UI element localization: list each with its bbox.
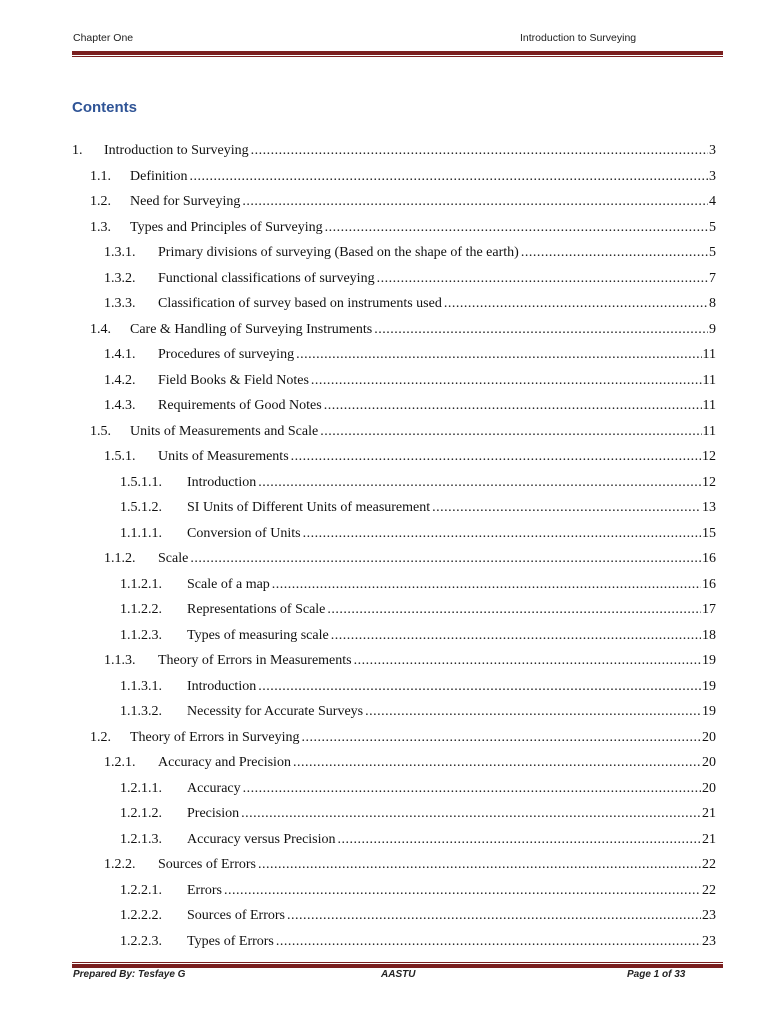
toc-entry-title: Introduction to Surveying bbox=[104, 141, 251, 161]
toc-entry[interactable] bbox=[0, 243, 768, 263]
toc-entry[interactable] bbox=[0, 753, 768, 773]
toc-entry-page: 21 bbox=[702, 806, 716, 821]
toc-entry-page: 12 bbox=[702, 449, 716, 464]
toc-entry-title: Necessity for Accurate Surveys bbox=[187, 702, 365, 722]
toc-leader-dots bbox=[190, 167, 708, 187]
toc-entry[interactable] bbox=[0, 524, 768, 544]
toc-entry-title: Theory of Errors in Surveying bbox=[130, 728, 302, 748]
toc-entry-page: 13 bbox=[702, 500, 716, 515]
toc-entry-number: 1.1. bbox=[90, 168, 111, 184]
toc-entry[interactable] bbox=[0, 498, 768, 518]
toc-entry[interactable] bbox=[0, 575, 768, 595]
toc-entry-number: 1.4.1. bbox=[104, 347, 136, 362]
toc-entry[interactable] bbox=[0, 218, 768, 238]
toc-entry[interactable] bbox=[0, 702, 768, 722]
toc-entry-title: Requirements of Good Notes bbox=[158, 396, 324, 416]
toc-entry-page: 20 bbox=[702, 780, 716, 796]
toc-leader-dots bbox=[242, 192, 708, 212]
toc-entry-title: Representations of Scale bbox=[187, 600, 327, 620]
toc-entry-number: 1. bbox=[72, 143, 83, 158]
toc-entry-page: 20 bbox=[702, 729, 716, 745]
contents-heading: Contents bbox=[72, 99, 137, 116]
toc-leader-dots bbox=[258, 677, 701, 697]
toc-leader-dots bbox=[303, 524, 701, 544]
toc-leader-dots bbox=[224, 881, 701, 901]
toc-entry-page: 22 bbox=[702, 882, 716, 898]
toc-entry-number: 1.1.2. bbox=[104, 551, 136, 566]
toc-entry-title: Conversion of Units bbox=[187, 524, 303, 544]
toc-leader-dots bbox=[190, 549, 701, 569]
toc-entry-number: 1.1.2.3. bbox=[120, 627, 162, 643]
toc-entry-page: 19 bbox=[702, 678, 716, 694]
toc-entry-number: 1.2.2.1. bbox=[120, 882, 162, 898]
footer-rule-thin bbox=[72, 962, 723, 963]
toc-entry[interactable] bbox=[0, 269, 768, 289]
footer-author: Prepared By: Tesfaye G bbox=[73, 969, 186, 980]
toc-entry[interactable] bbox=[0, 830, 768, 850]
toc-entry-number: 1.2.1.1. bbox=[120, 780, 162, 796]
header-rule bbox=[72, 51, 723, 55]
toc-entry-page: 9 bbox=[709, 321, 716, 337]
toc-entry-title: Types of Errors bbox=[187, 932, 276, 952]
toc-leader-dots bbox=[258, 473, 701, 493]
toc-entry-title: Types of measuring scale bbox=[187, 626, 331, 646]
toc-entry[interactable] bbox=[0, 626, 768, 646]
toc-entry-page: 7 bbox=[709, 270, 716, 286]
toc-entry-number: 1.1.3.1. bbox=[120, 678, 162, 694]
toc-entry-title: Sources of Errors bbox=[187, 906, 287, 926]
toc-leader-dots bbox=[293, 753, 701, 773]
toc-leader-dots bbox=[377, 269, 708, 289]
header-rule-thin bbox=[72, 56, 723, 57]
toc-leader-dots bbox=[374, 320, 708, 340]
toc-entry[interactable] bbox=[0, 728, 768, 748]
toc-entry[interactable] bbox=[0, 779, 768, 799]
toc-entry-title: Units of Measurements bbox=[158, 447, 291, 467]
toc-entry-title: Care & Handling of Surveying Instruments bbox=[130, 320, 374, 340]
toc-entry-title: Accuracy and Precision bbox=[158, 753, 293, 773]
header-title: Introduction to Surveying bbox=[520, 32, 637, 44]
toc-leader-dots bbox=[296, 345, 701, 365]
toc-entry-page: 11 bbox=[702, 398, 716, 413]
toc-entry-number: 1.1.3.2. bbox=[120, 704, 162, 719]
toc-entry-number: 1.3.1. bbox=[104, 245, 136, 260]
toc-entry-number: 1.1.3. bbox=[104, 653, 136, 668]
toc-entry-number: 1.2.2. bbox=[104, 857, 136, 872]
header-chapter: Chapter One bbox=[73, 32, 134, 44]
toc-entry-title: Accuracy bbox=[187, 779, 243, 799]
toc-entry-title: Theory of Errors in Measurements bbox=[158, 651, 354, 671]
toc-entry-page: 21 bbox=[702, 831, 716, 847]
toc-entry[interactable] bbox=[0, 906, 768, 926]
toc-entry[interactable] bbox=[0, 473, 768, 493]
toc-leader-dots bbox=[325, 218, 708, 238]
toc-leader-dots bbox=[521, 243, 708, 263]
toc-entry[interactable] bbox=[0, 320, 768, 340]
toc-leader-dots bbox=[432, 498, 701, 518]
toc-entry-title: Scale bbox=[158, 549, 190, 569]
toc-entry-title: Primary divisions of surveying (Based on the shape of the earth) bbox=[158, 243, 521, 263]
toc-entry-number: 1.5.1.2. bbox=[120, 500, 162, 515]
toc-entry[interactable] bbox=[0, 549, 768, 569]
toc-entry-title: Classification of survey based on instruments used bbox=[158, 294, 444, 314]
toc-entry[interactable] bbox=[0, 881, 768, 901]
toc-entry-title: Definition bbox=[130, 167, 190, 187]
toc-entry-title: Introduction bbox=[187, 473, 258, 493]
toc-entry-title: Introduction bbox=[187, 677, 258, 697]
toc-entry[interactable] bbox=[0, 447, 768, 467]
toc-entry-page: 8 bbox=[709, 296, 716, 311]
toc-entry-page: 15 bbox=[702, 525, 716, 541]
toc-entry-page: 3 bbox=[709, 143, 716, 158]
toc-entry[interactable] bbox=[0, 371, 768, 391]
toc-entry-number: 1.5.1. bbox=[104, 449, 136, 464]
toc-entry-number: 1.2.1.3. bbox=[120, 831, 162, 847]
toc-leader-dots bbox=[272, 575, 701, 595]
toc-entry-number: 1.5.1.1. bbox=[120, 474, 162, 490]
toc-entry-page: 3 bbox=[709, 168, 716, 184]
toc-entry-title: Errors bbox=[187, 881, 224, 901]
toc-leader-dots bbox=[258, 855, 701, 875]
toc-entry-page: 17 bbox=[702, 602, 716, 617]
toc-entry-page: 23 bbox=[702, 908, 716, 923]
toc-entry-number: 1.1.2.2. bbox=[120, 602, 162, 617]
toc-entry-number: 1.2.1. bbox=[104, 755, 136, 770]
toc-entry-number: 1.2. bbox=[90, 194, 111, 209]
toc-entry-title: SI Units of Different Units of measurement bbox=[187, 498, 432, 518]
toc-entry-title: Types and Principles of Surveying bbox=[130, 218, 325, 238]
toc-entry-number: 1.2.1.2. bbox=[120, 806, 162, 821]
toc-entry[interactable] bbox=[0, 677, 768, 697]
toc-entry-title: Sources of Errors bbox=[158, 855, 258, 875]
toc-entry-title: Precision bbox=[187, 804, 241, 824]
toc-entry-number: 1.4.3. bbox=[104, 398, 136, 413]
toc-entry-page: 19 bbox=[702, 704, 716, 719]
toc-entry-page: 11 bbox=[702, 372, 716, 388]
toc-entry-number: 1.1.2.1. bbox=[120, 576, 162, 592]
toc-entry-title: Need for Surveying bbox=[130, 192, 242, 212]
toc-leader-dots bbox=[243, 779, 701, 799]
footer-page-number: Page 1 of 33 bbox=[627, 969, 686, 980]
toc-entry-number: 1.4. bbox=[90, 321, 111, 337]
toc-leader-dots bbox=[241, 804, 701, 824]
toc-entry[interactable] bbox=[0, 932, 768, 952]
footer-rule bbox=[72, 964, 723, 968]
toc-leader-dots bbox=[444, 294, 708, 314]
toc-leader-dots bbox=[365, 702, 701, 722]
toc-entry[interactable] bbox=[0, 192, 768, 212]
toc-entry[interactable] bbox=[0, 294, 768, 314]
toc-entry-page: 20 bbox=[702, 755, 716, 770]
toc-entry[interactable] bbox=[0, 804, 768, 824]
toc-entry-page: 22 bbox=[702, 857, 716, 872]
toc-entry-page: 16 bbox=[702, 551, 716, 566]
toc-entry[interactable] bbox=[0, 345, 768, 365]
toc-entry-number: 1.4.2. bbox=[104, 372, 136, 388]
toc-entry-page: 11 bbox=[702, 347, 716, 362]
toc-leader-dots bbox=[338, 830, 701, 850]
toc-entry-page: 16 bbox=[702, 576, 716, 592]
toc-leader-dots bbox=[302, 728, 701, 748]
toc-entry[interactable] bbox=[0, 422, 768, 442]
toc-entry-page: 18 bbox=[702, 627, 716, 643]
toc-entry-page: 4 bbox=[709, 194, 716, 209]
toc-entry-page: 12 bbox=[702, 474, 716, 490]
toc-leader-dots bbox=[327, 600, 701, 620]
footer-institution: AASTU bbox=[381, 969, 416, 980]
toc-leader-dots bbox=[291, 447, 701, 467]
toc-leader-dots bbox=[276, 932, 701, 952]
toc-entry-page: 5 bbox=[709, 245, 716, 260]
toc-entry-number: 1.2. bbox=[90, 729, 111, 745]
toc-entry-page: 11 bbox=[702, 423, 716, 439]
toc-entry[interactable] bbox=[0, 600, 768, 620]
toc-entry-title: Procedures of surveying bbox=[158, 345, 296, 365]
toc-entry-number: 1.5. bbox=[90, 423, 111, 439]
toc-entry-number: 1.2.2.3. bbox=[120, 933, 162, 949]
toc-entry-number: 1.3. bbox=[90, 219, 111, 235]
toc-entry-title: Accuracy versus Precision bbox=[187, 830, 338, 850]
toc-leader-dots bbox=[251, 141, 708, 161]
toc-entry-page: 5 bbox=[709, 219, 716, 235]
toc-leader-dots bbox=[324, 396, 702, 416]
toc-entry[interactable] bbox=[0, 396, 768, 416]
toc-entry-page: 19 bbox=[702, 653, 716, 668]
toc-leader-dots bbox=[331, 626, 701, 646]
toc-entry-number: 1.3.2. bbox=[104, 270, 136, 286]
toc-entry-title: Scale of a map bbox=[187, 575, 272, 595]
toc-entry-number: 1.3.3. bbox=[104, 296, 136, 311]
toc-entry[interactable] bbox=[0, 141, 768, 161]
toc-entry[interactable] bbox=[0, 855, 768, 875]
toc-leader-dots bbox=[320, 422, 701, 442]
toc-leader-dots bbox=[311, 371, 702, 391]
toc-entry-page: 23 bbox=[702, 933, 716, 949]
toc-entry-title: Functional classifications of surveying bbox=[158, 269, 377, 289]
toc-entry-number: 1.2.2.2. bbox=[120, 908, 162, 923]
toc-leader-dots bbox=[354, 651, 701, 671]
toc-entry[interactable] bbox=[0, 651, 768, 671]
toc-entry-number: 1.1.1.1. bbox=[120, 525, 162, 541]
toc-entry-title: Units of Measurements and Scale bbox=[130, 422, 320, 442]
toc-leader-dots bbox=[287, 906, 701, 926]
toc-entry-title: Field Books & Field Notes bbox=[158, 371, 311, 391]
toc-entry[interactable] bbox=[0, 167, 768, 187]
